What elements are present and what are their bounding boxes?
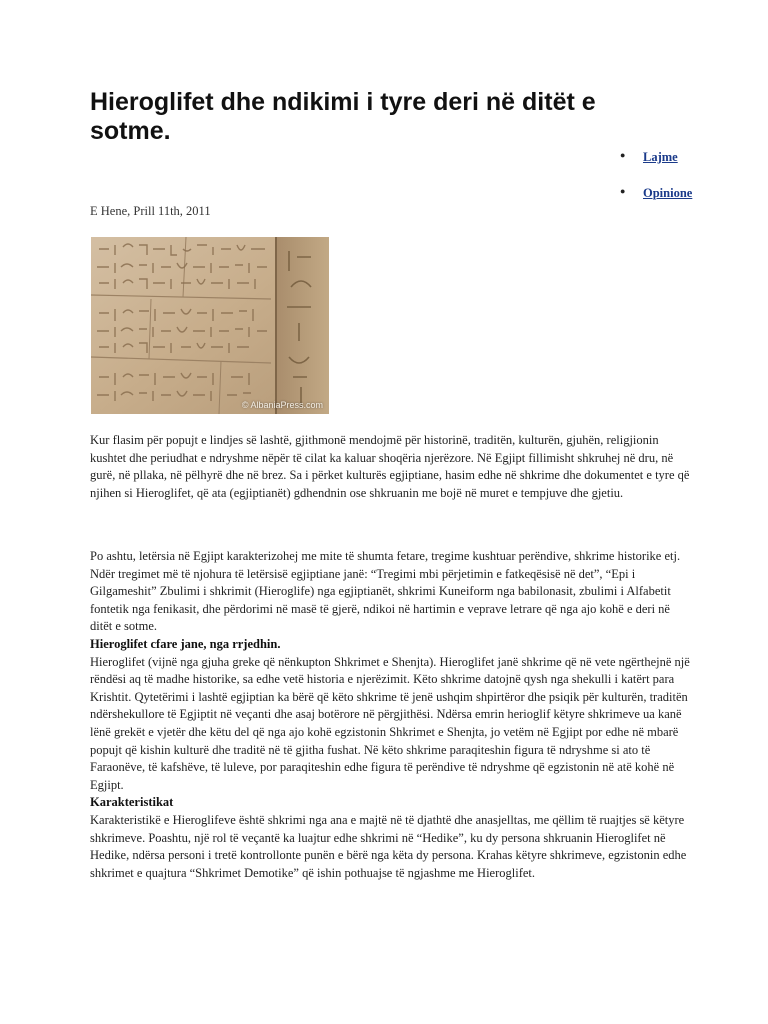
nav-item-opinione [620,182,740,218]
category-nav [620,146,740,218]
paragraph-characteristics: Karakteristikë e Hieroglifeve është shkrimi nga ana e majtë në të djathtë dhe anasjelltas, me qëllim të ruajtjes së këtyre shkrimeve. Poashtu, një rol të veçantë ka luajtur edhe shkrimi në “Hedike”, ku dy persona shkruanin Hieroglifet në Hedike, ndërsa personi i tretë kontrollonte punën e bërë nga këta dy persona. Krahas këtyre shkrimeve, egzistonin edhe shkrimet e quajtura “Shkrimet Demotike” që ishin pothuajse të ngjashme me Hieroglifet. [90,812,687,880]
nav-link-opinione[interactable]: Opinione [643,186,693,200]
subheading-characteristics: Karakteristikat [90,795,174,810]
article-date: E Hene, Prill 11th, 2011 [90,204,211,218]
nav-item-lajme [620,146,740,182]
bullet-icon: ● [620,150,626,160]
paragraph-hieroglyphs: Hieroglifet (vijnë nga gjuha greke që nënkupton Shkrimet e Shenjta). Hieroglifet janë shkrime që në vete ngërthejnë një rëndësi aq të madhe historike, sa edhe vetë historia e njerëzimit. Këto shkrime datojnë qysh nga shekulli i katërt para Krishtit. Qytetërimi i lashtë egjiptian ka bërë që këto shkrime të jenë ushqim shpirtëror dhe psiqik për kulturën, traditën ndërshekullore të Egjiptit në veçanti dhe asaj botërore në përgjithësi. Ndërsa emrin herioglif këtyre shkrimeve ua kanë lënë grekët e vjetër dhe këtu del që nga ajo kohë egzistonin Shkrimet e Shenjta, jo vetëm në Egjipt por edhe në mbarë popujt që kishin kulturë dhe traditë në të gjitha fushat. Në këto shkrime paraqiteshin figura të ndryshme si ato të Faraonëve, të kafshëve, të luleve, por paraqiteshin edhe figura të perëndive të ndryshme që egzistonin në atë kohë në Egjipt. [90,654,690,792]
article-body [90,548,690,882]
paragraph-literature: Po ashtu, letërsia në Egjipt karakterizohej me mite të shumta fetare, tregime kushtuar perëndive, shkrime historike etj. Ndër tregimet më të njohura të letërsisë egjiptiane janë: “Tregimi mbi përjetimin e fatkeqësisë në det”, “Epi i Gilgameshit” Zbulimi i shkrimit (Hieroglife) nga egjiptianët, shkrimi Kuneiform nga babilonasit, zbulimi i Alfabetit fontetik nga fenikasit, dhe përdorimi në masë të gjerë, ndikoi në hartimin e veprave letrare që nga ajo kohë e deri në ditët e sotme. [90,549,681,634]
subheading-origin: Hieroglifet cfare jane, nga rrjedhin. [90,636,281,651]
paragraph-intro: Kur flasim për popujt e lindjes së lashtë, gjithmonë mendojmë për historinë, traditën, kulturën, gjuhën, religjionin kushtet dhe periudhat e ndryshme nëpër të cilat ka kaluar shoqëria njerëzore. Në Egjipt fillimisht shkruhej në dru, në gurë, në pllaka, në pëlhyrë dhe në brez. Sa i përket kulturës egjiptiane, hasim edhe në shkrime dhe dokumentet e tyre që njihen si Hieroglifet, që ata (egjiptianët) gdhendnin ose shkruanin me bojë në muret e tempjuve dhe gjetiu. [90,433,690,500]
hieroglyph-photo [91,237,329,414]
article-title: Hieroglifet dhe ndikimi i tyre deri në ditët e sotme. [90,88,596,145]
image-watermark: © AlbaniaPress.com [241,400,323,410]
bullet-icon: ● [620,186,626,196]
nav-link-lajme[interactable]: Lajme [643,150,678,164]
hieroglyph-image-drawing [91,237,329,414]
